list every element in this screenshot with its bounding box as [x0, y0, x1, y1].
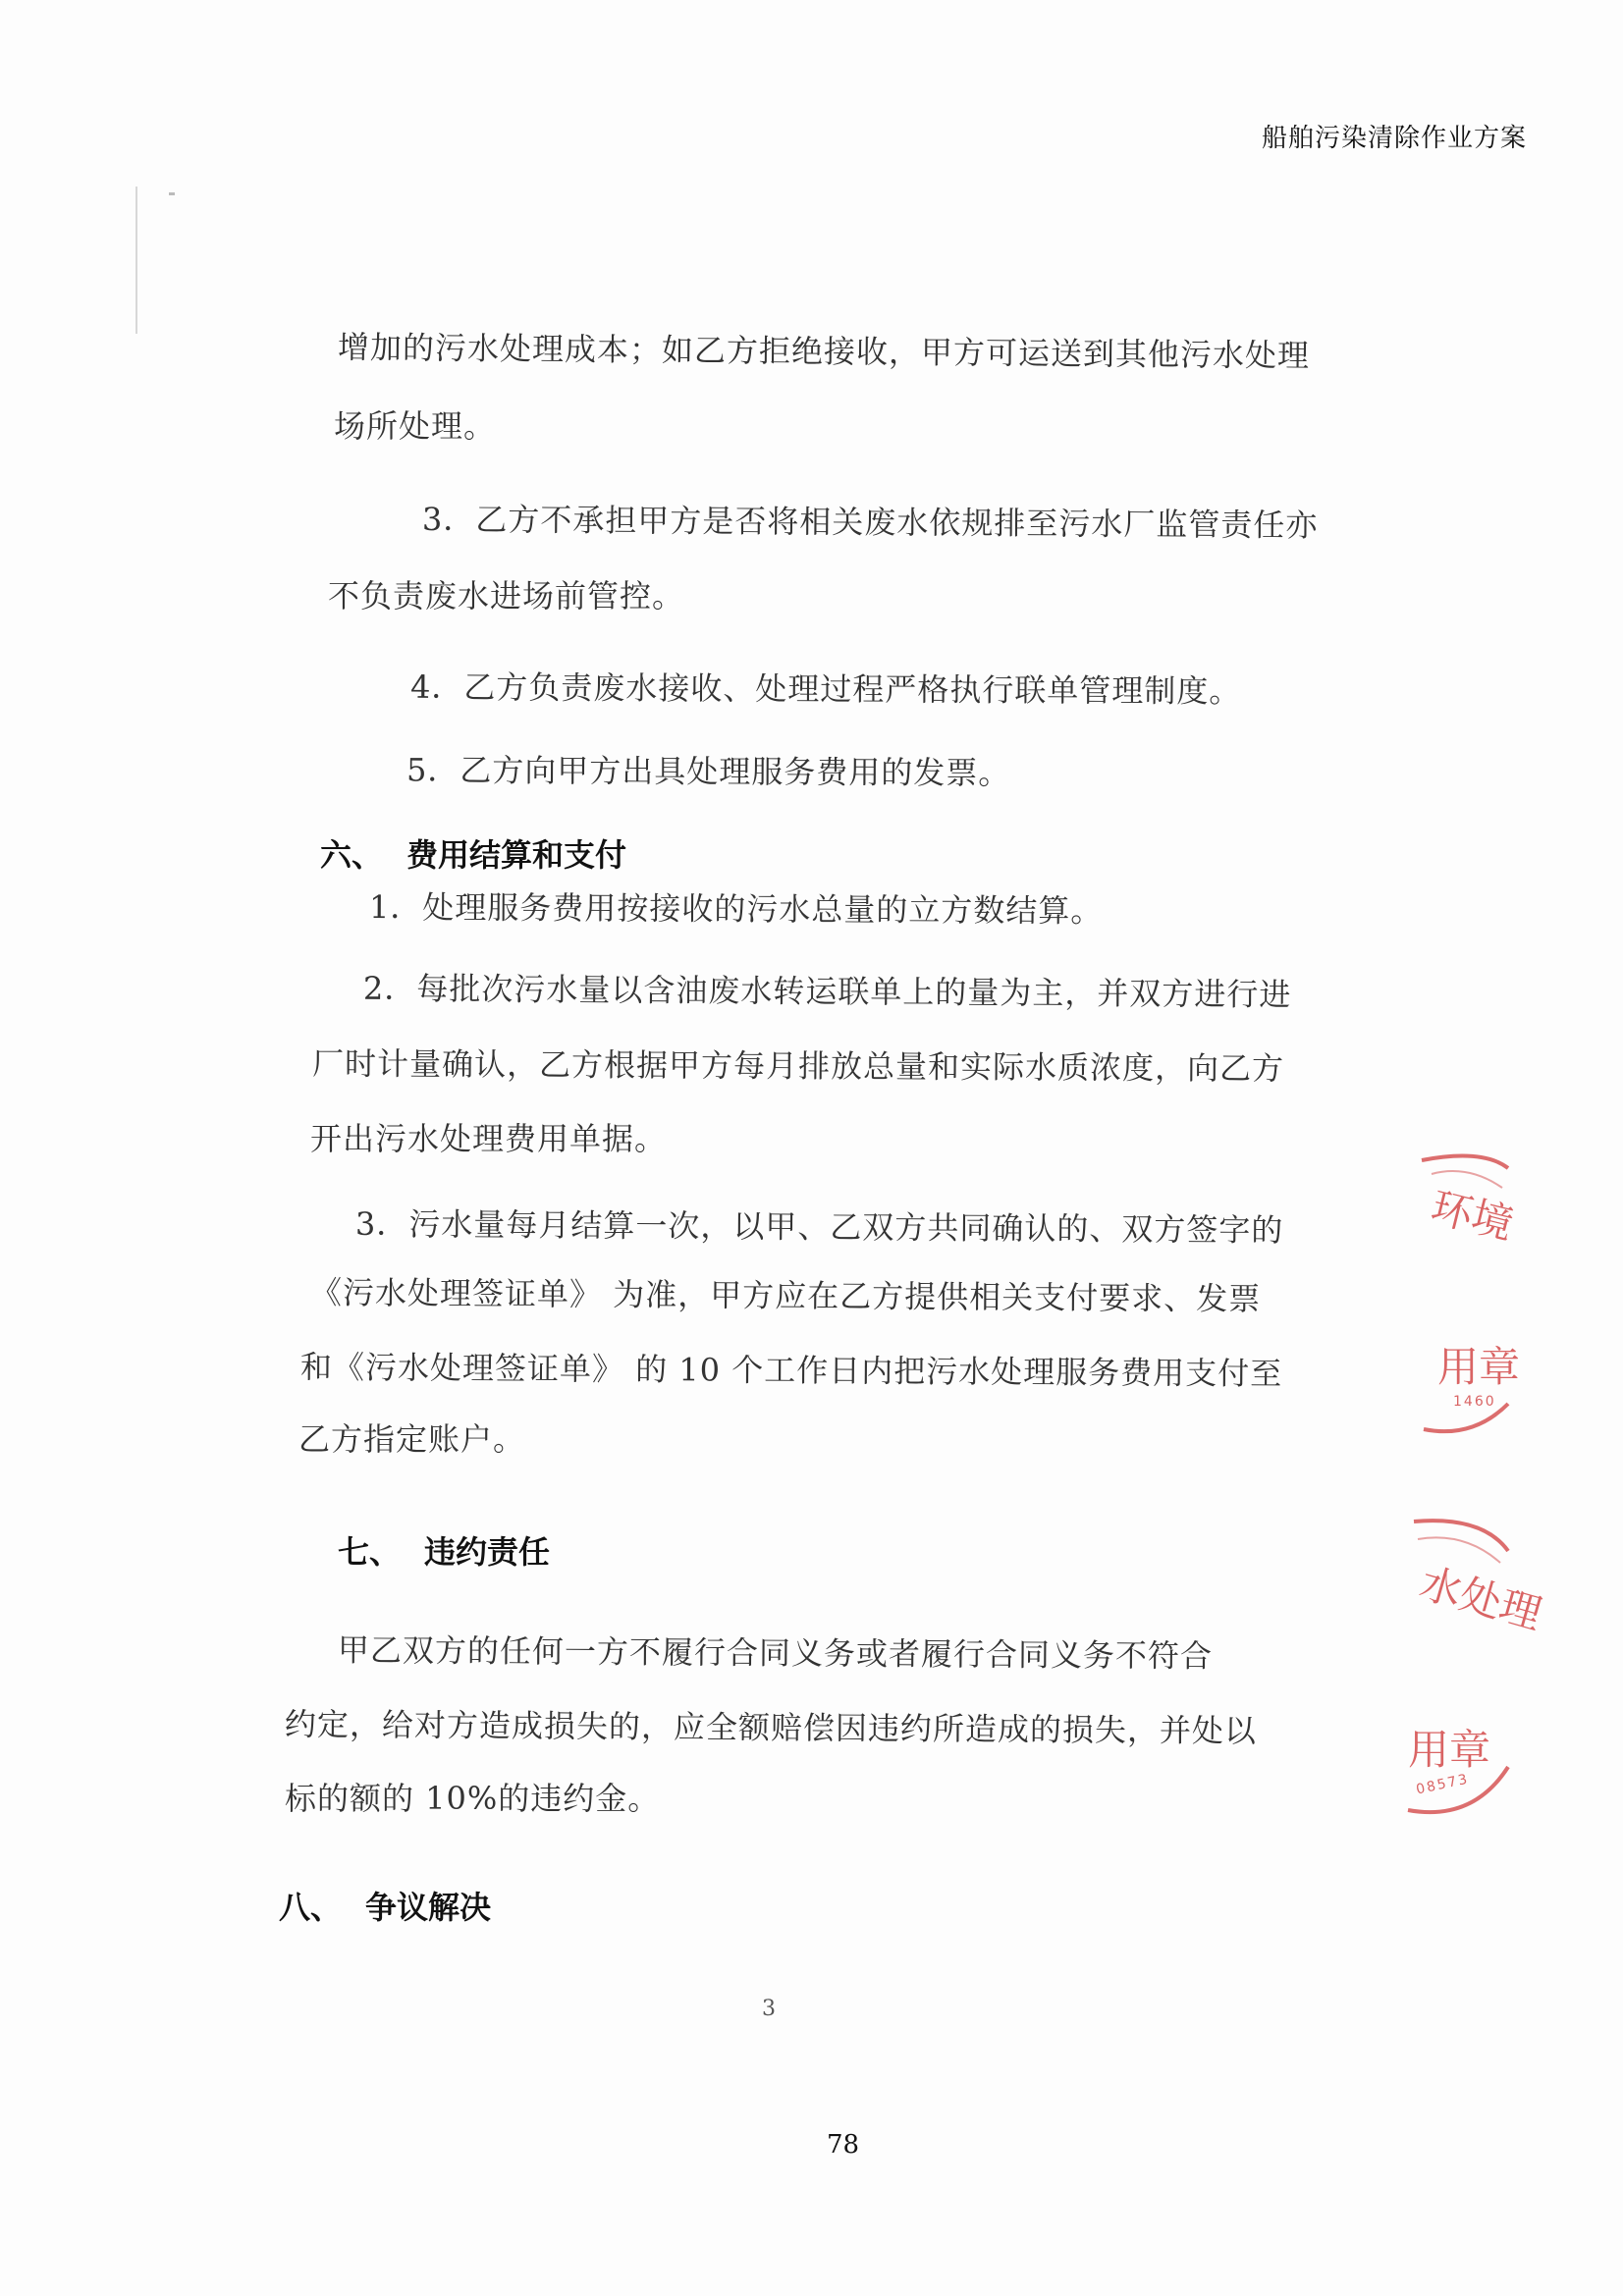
section-number: 八、	[279, 1889, 343, 1926]
text-line: 厂时计量确认，乙方根据甲方每月排放总量和实际水质浓度，向乙方	[311, 1044, 1285, 1088]
seal-top-chars: 环境	[1426, 1182, 1519, 1250]
text-line: 场所处理。	[334, 407, 497, 445]
text-line: 3．污水量每月结算一次，以甲、乙双方共同确认的、双方签字的	[354, 1204, 1284, 1250]
text-line: 2．每批次污水量以含油废水转运联单上的量为主，并双方进行进	[362, 969, 1292, 1014]
text-line: 《污水处理签证单》 为准，甲方应在乙方提供相关支付要求、发票	[309, 1273, 1262, 1318]
footer-page-number: 78	[827, 2130, 860, 2160]
section-number: 七、	[338, 1533, 402, 1571]
text-line: 不负责废水进场前管控。	[328, 577, 685, 614]
text-line: 约定，给对方造成损失的，应全额赔偿因违约所造成的损失，并处以	[284, 1705, 1258, 1750]
section-heading-7	[338, 1527, 550, 1573]
text-line: 3．乙方不承担甲方是否将相关废水依规排至污水厂监管责任亦	[421, 500, 1319, 545]
section-heading-8	[279, 1883, 491, 1928]
text-line: 增加的污水处理成本；如乙方拒绝接收，甲方可运送到其他污水处理	[337, 328, 1311, 375]
seal-bottom-chars: 水处理	[1414, 1558, 1547, 1639]
seal-top-bottom: 用章	[1437, 1343, 1521, 1391]
scan-dust-mark	[169, 192, 175, 195]
text-line: 开出污水处理费用单据。	[310, 1120, 668, 1157]
seal-bottom-code: 08573	[1414, 1771, 1471, 1798]
text-line: 5．乙方向甲方出具处理服务费用的发票。	[406, 751, 1011, 792]
seal-bottom-bottom: 用章	[1408, 1726, 1491, 1774]
section-number: 六、	[320, 836, 384, 874]
header-title: 船舶污染清除作业方案	[1261, 124, 1527, 153]
company-seal-bottom	[1394, 1512, 1547, 1826]
text-line: 甲乙双方的任何一方不履行合同义务或者履行合同义务不符合	[337, 1630, 1214, 1676]
text-line: 4．乙方负责废水接收、处理过程严格执行联单管理制度。	[409, 667, 1242, 711]
section-title: 争议解决	[365, 1889, 492, 1926]
text-line: 1．处理服务费用按接收的污水总量的立方数结算。	[368, 888, 1104, 930]
section-heading-6	[320, 830, 626, 876]
section-title: 违约责任	[424, 1533, 551, 1571]
company-seal-top	[1414, 1148, 1521, 1443]
page-number: 3	[762, 1997, 776, 2021]
text-line: 和《污水处理签证单》 的 10 个工作日内把污水处理服务费用支付至	[299, 1348, 1283, 1393]
text-line: 乙方指定账户。	[298, 1420, 526, 1458]
section-title: 费用结算和支付	[406, 836, 627, 874]
text-line: 标的额的 10%的违约金。	[285, 1780, 661, 1817]
seal-top-code: 1460	[1453, 1394, 1496, 1410]
scan-edge-mark	[135, 187, 137, 334]
